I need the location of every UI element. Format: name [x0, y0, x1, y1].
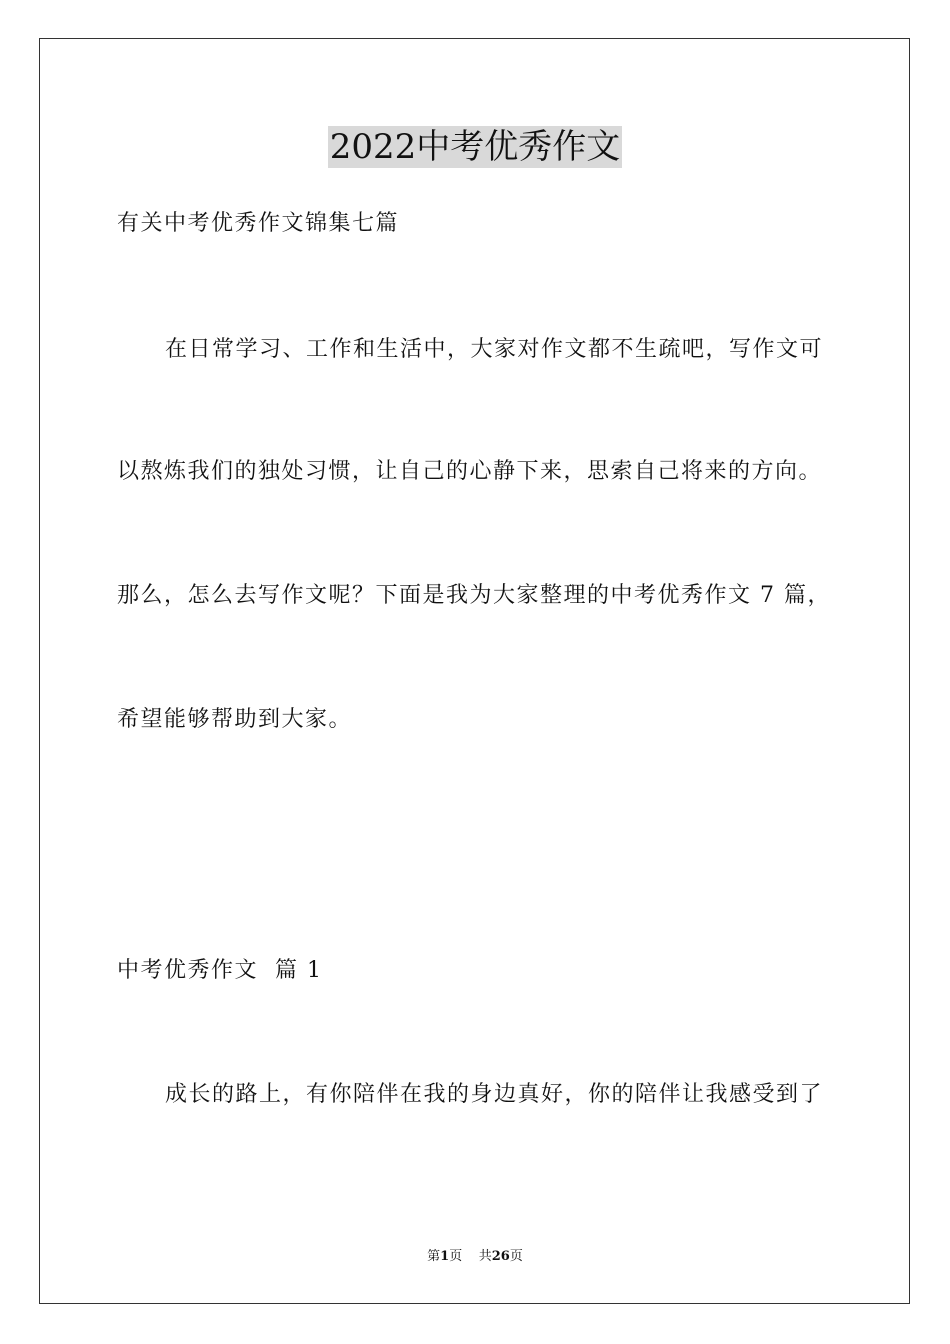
section-heading: 中考优秀作文 篇 1: [117, 958, 323, 983]
footer-total-pages: 26: [491, 1249, 510, 1264]
intro-line-3: 那么，怎么去写作文呢？下面是我为大家整理的中考优秀作文 7 篇，: [117, 583, 831, 608]
document-title: 2022中考优秀作文: [329, 127, 621, 167]
title-container: [0, 126, 950, 168]
intro-line-1: 在日常学习、工作和生活中，大家对作文都不生疏吧，写作文可: [165, 337, 824, 362]
document-subtitle: 有关中考优秀作文锦集七篇: [117, 211, 400, 236]
footer-suffix: 页: [509, 1249, 523, 1264]
footer-current-page: 1: [440, 1249, 450, 1264]
page-footer: [0, 1248, 950, 1266]
intro-line-2: 以熬炼我们的独处习惯，让自己的心静下来，思索自己将来的方向。: [117, 459, 823, 484]
footer-mid: 页 共: [449, 1249, 492, 1264]
intro-line-4: 希望能够帮助到大家。: [117, 707, 353, 732]
footer-prefix: 第: [427, 1249, 441, 1264]
section-first-line: 成长的路上，有你陪伴在我的身边真好，你的陪伴让我感受到了: [165, 1082, 824, 1107]
